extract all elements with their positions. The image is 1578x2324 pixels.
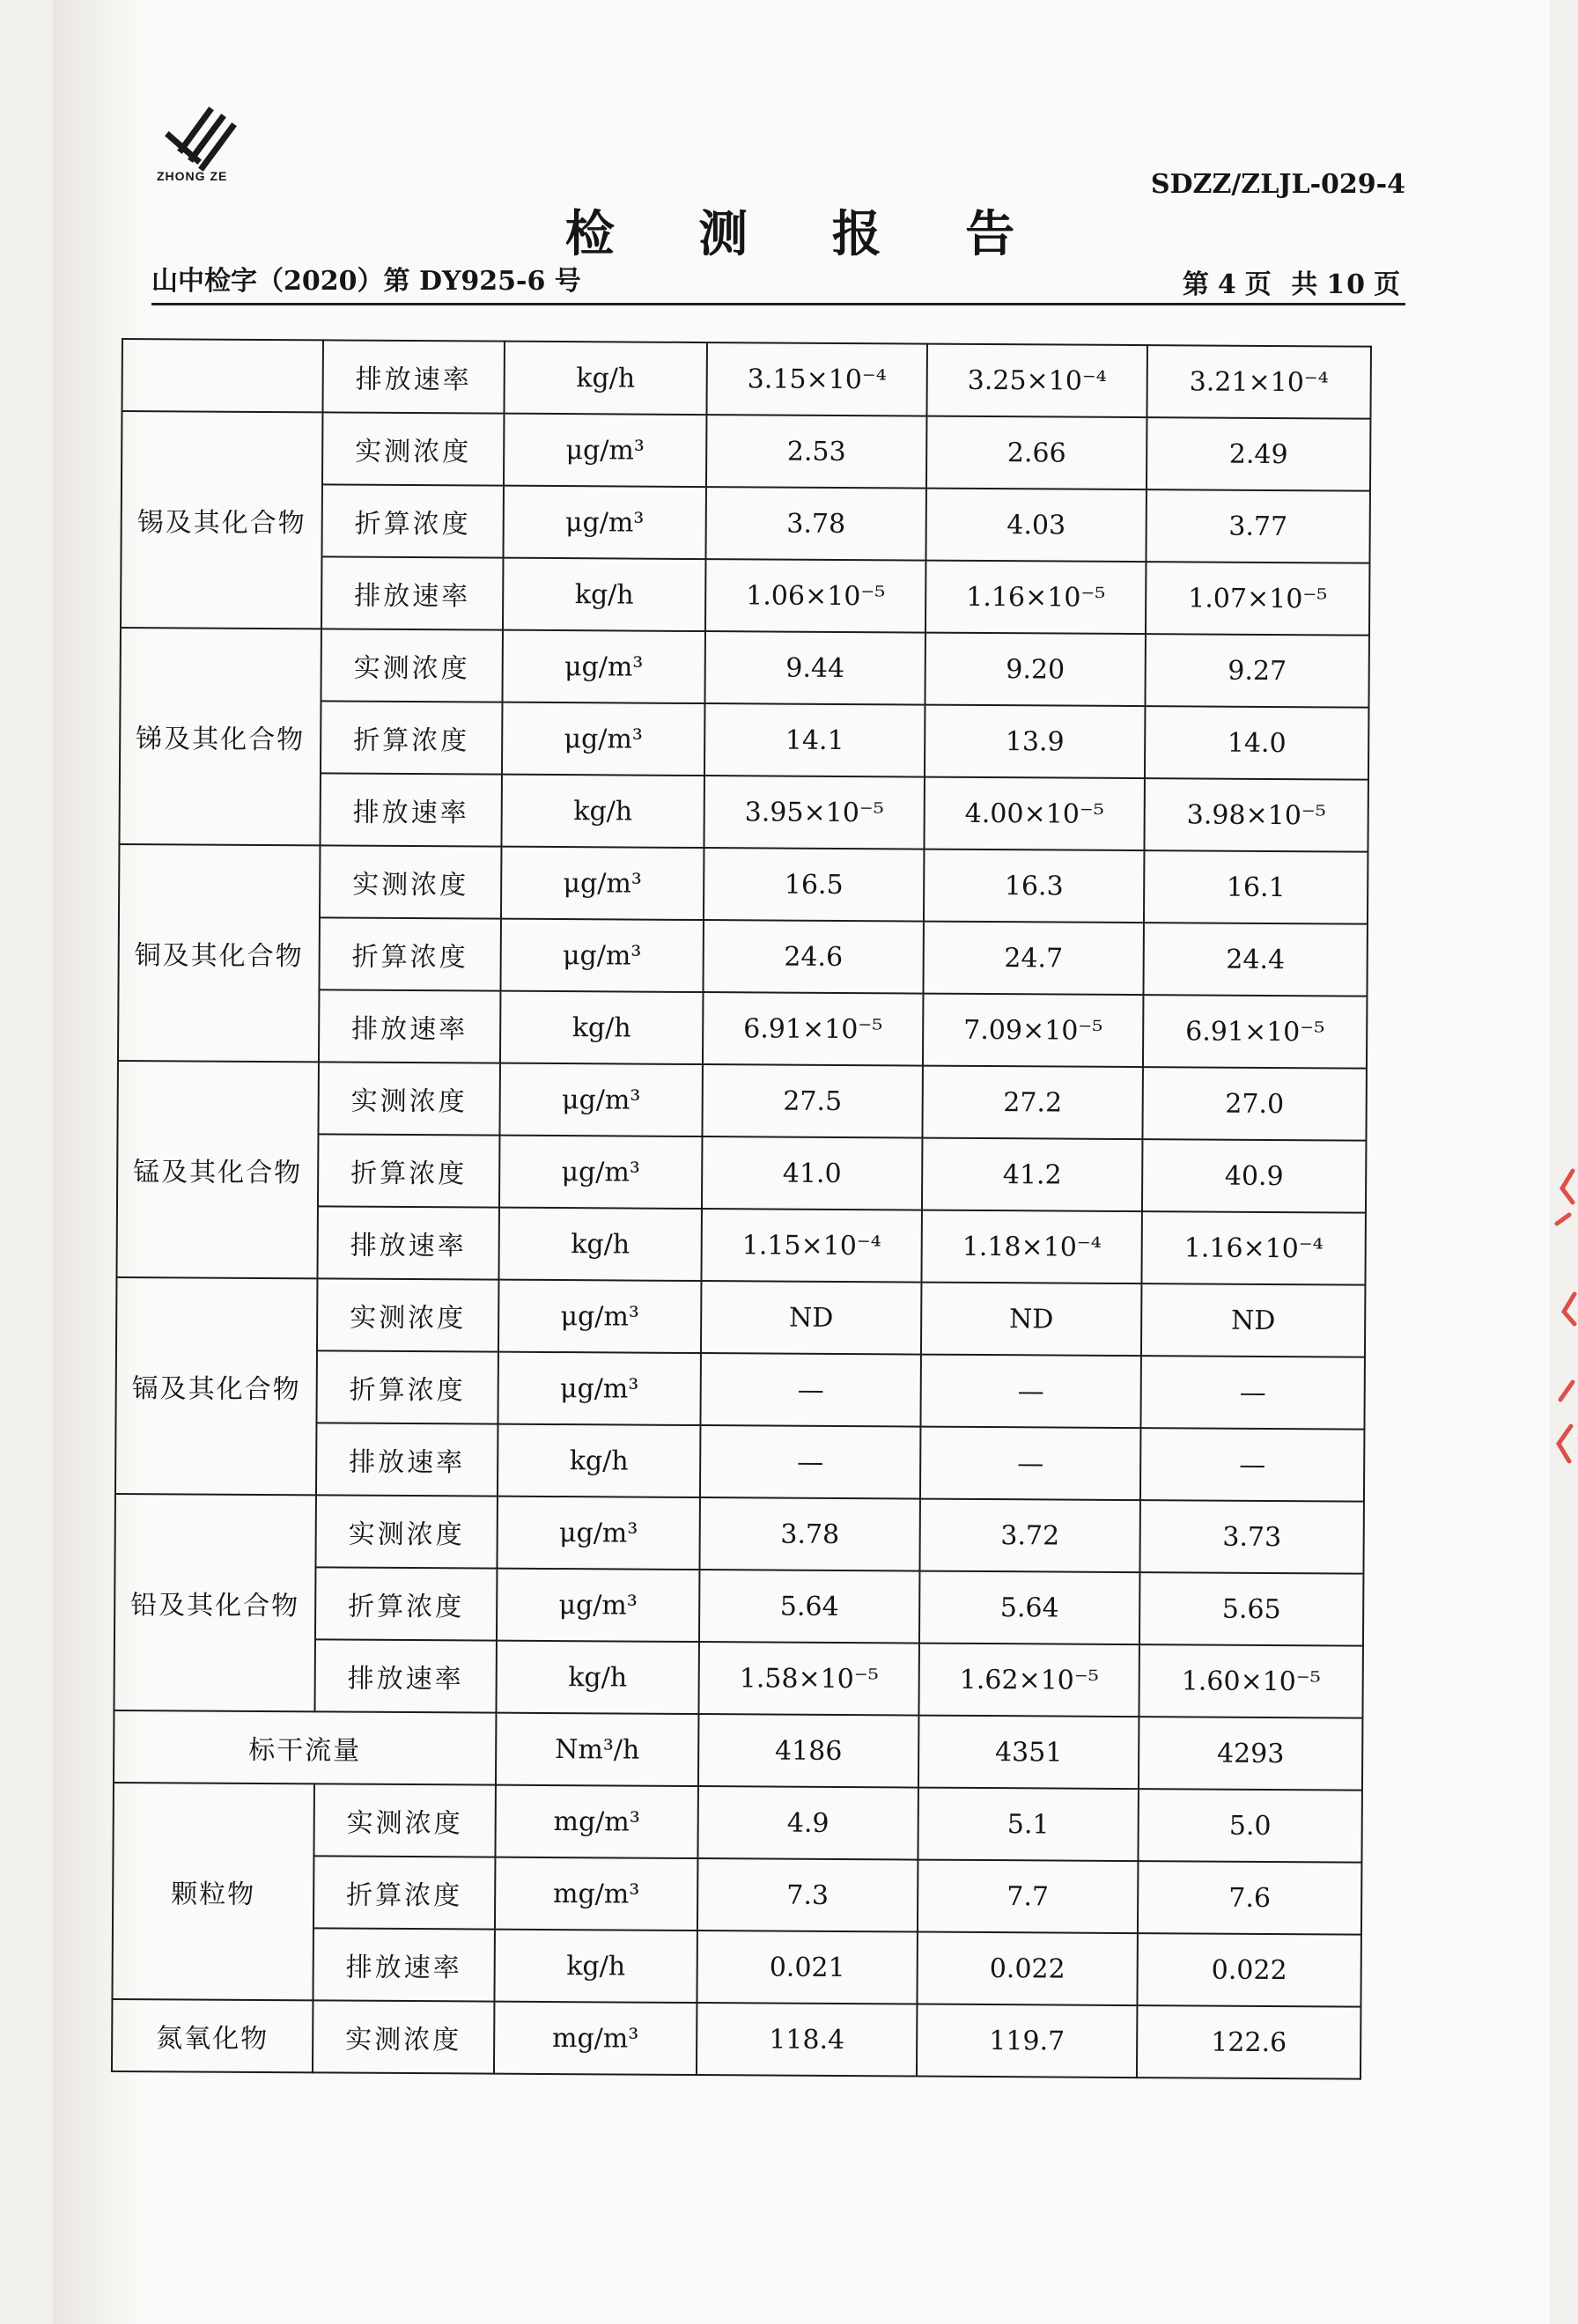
category-cell: 颗粒物	[112, 1783, 313, 2000]
value-cell: —	[920, 1355, 1140, 1429]
page-label: 第	[1182, 269, 1211, 300]
parameter-cell: 折算浓度	[321, 484, 503, 557]
value-cell: 5.64	[919, 1571, 1139, 1645]
parameter-cell: 排放速率	[319, 989, 500, 1063]
parameter-cell: 实测浓度	[313, 1783, 495, 1857]
unit-cell: kg/h	[496, 1641, 698, 1714]
value-cell: —	[700, 1425, 920, 1499]
value-cell: 4.00×10⁻⁵	[924, 777, 1144, 851]
page-number: 4	[1217, 269, 1238, 300]
value-cell: 24.4	[1143, 923, 1367, 997]
category-cell: 氮氧化物	[112, 1999, 313, 2072]
parameter-cell: 排放速率	[321, 556, 503, 629]
value-cell: 9.27	[1145, 634, 1368, 708]
report-subheader	[151, 255, 1405, 305]
value-cell: 1.16×10⁻⁴	[1141, 1211, 1365, 1285]
category-cell: 锑及其化合物	[119, 628, 321, 845]
parameter-cell: 折算浓度	[318, 1134, 499, 1207]
table-row	[122, 411, 1370, 491]
value-cell: 3.15×10⁻⁴	[706, 342, 926, 416]
value-cell: 3.25×10⁻⁴	[926, 344, 1147, 418]
table-row	[117, 1061, 1366, 1141]
table-row	[122, 339, 1370, 419]
unit-cell: mg/m³	[495, 1857, 697, 1931]
value-cell: 16.5	[704, 848, 924, 922]
unit-cell: kg/h	[494, 1930, 697, 2003]
value-cell: 3.95×10⁻⁵	[704, 776, 924, 849]
parameter-cell: 折算浓度	[315, 1567, 497, 1640]
value-cell: 122.6	[1137, 2005, 1360, 2079]
unit-cell: μg/m³	[500, 919, 703, 992]
value-cell: 7.09×10⁻⁵	[923, 994, 1143, 1068]
table-row	[114, 1494, 1363, 1574]
value-cell: 2.49	[1147, 417, 1370, 491]
value-cell: 7.3	[697, 1858, 918, 1932]
value-cell: ND	[921, 1283, 1141, 1357]
category-cell: 铜及其化合物	[118, 844, 320, 1062]
parameter-cell: 排放速率	[317, 1206, 498, 1279]
category-cell: 镉及其化合物	[115, 1277, 317, 1495]
value-cell: 27.2	[922, 1066, 1142, 1140]
value-cell: 2.53	[706, 415, 926, 489]
table-row	[116, 1277, 1365, 1357]
value-cell: —	[700, 1353, 920, 1427]
value-cell: 16.3	[924, 849, 1144, 923]
logo-text: ZHONG ZE	[157, 169, 228, 183]
value-cell: 5.64	[699, 1570, 919, 1644]
value-cell: 6.91×10⁻⁵	[703, 992, 923, 1066]
results-table	[111, 338, 1372, 2080]
parameter-cell: 实测浓度	[321, 629, 502, 702]
parameter-cell: 排放速率	[314, 1639, 496, 1712]
unit-cell: μg/m³	[502, 702, 704, 776]
parameter-cell: 实测浓度	[322, 412, 504, 485]
value-cell: 3.73	[1139, 1500, 1363, 1574]
value-cell: 4293	[1139, 1717, 1362, 1791]
value-cell: 0.022	[1137, 1933, 1360, 2007]
value-cell: 24.7	[923, 922, 1143, 996]
value-cell: 119.7	[917, 2004, 1137, 2078]
parameter-cell: 实测浓度	[317, 1278, 498, 1351]
value-cell: 7.7	[918, 1860, 1138, 1934]
value-cell: 5.1	[918, 1788, 1138, 1862]
value-cell: 3.78	[705, 487, 925, 561]
value-cell: 5.65	[1139, 1572, 1363, 1646]
unit-cell: mg/m³	[494, 2002, 697, 2075]
value-cell: 1.58×10⁻⁵	[698, 1642, 918, 1716]
report-number: 山中检字（2020）第 DY925-6 号	[151, 266, 581, 297]
parameter-cell: 排放速率	[316, 1423, 498, 1496]
parameter-cell: 排放速率	[322, 340, 504, 413]
table-row	[120, 628, 1368, 708]
value-cell: 7.6	[1138, 1861, 1361, 1935]
unit-cell: μg/m³	[504, 414, 706, 487]
document-code: SDZZ/ZLJL-029-4	[1150, 169, 1405, 200]
table-row	[114, 1710, 1362, 1791]
value-cell: 5.0	[1138, 1789, 1361, 1863]
value-cell: 1.06×10⁻⁵	[705, 559, 925, 633]
total-label: 共	[1291, 269, 1320, 300]
unit-cell: kg/h	[503, 558, 705, 631]
parameter-cell: 排放速率	[320, 773, 501, 846]
value-cell: 40.9	[1142, 1139, 1366, 1213]
value-cell: 9.20	[925, 633, 1145, 707]
table-row	[119, 844, 1368, 924]
unit-cell: kg/h	[500, 991, 703, 1064]
value-cell: 3.78	[699, 1497, 919, 1571]
value-cell: —	[920, 1427, 1140, 1501]
value-cell: ND	[701, 1281, 921, 1355]
value-cell: 3.98×10⁻⁵	[1144, 778, 1368, 852]
category-cell	[122, 339, 322, 412]
report-title: 检 测 报 告	[564, 205, 1049, 263]
value-cell: 4.03	[925, 489, 1146, 563]
unit-cell: μg/m³	[498, 1280, 701, 1353]
value-cell: 27.0	[1142, 1067, 1366, 1141]
value-cell: 2.66	[926, 416, 1147, 490]
parameter-cell: 实测浓度	[320, 845, 501, 918]
red-seal-stamp-icon	[1543, 1162, 1578, 1479]
value-cell: 6.91×10⁻⁵	[1143, 995, 1367, 1069]
value-cell: 4.9	[697, 1786, 918, 1860]
value-cell: 9.44	[704, 631, 925, 705]
value-cell: 118.4	[697, 2003, 917, 2077]
unit-cell: μg/m³	[498, 1352, 700, 1425]
unit-cell: μg/m³	[499, 1136, 702, 1209]
total-pages: 10	[1326, 269, 1367, 300]
value-cell: 14.0	[1145, 706, 1368, 780]
value-cell: —	[1140, 1356, 1364, 1430]
parameter-cell: 折算浓度	[321, 701, 502, 774]
parameter-cell: 实测浓度	[318, 1062, 499, 1135]
parameter-cell: 排放速率	[313, 1928, 494, 2001]
unit-cell: μg/m³	[501, 847, 704, 920]
unit-cell: kg/h	[498, 1424, 700, 1497]
value-cell: 4351	[918, 1716, 1139, 1790]
total-suffix: 页	[1374, 269, 1402, 300]
parameter-cell: 实测浓度	[313, 2000, 494, 2073]
value-cell: 0.021	[697, 1931, 917, 2004]
value-cell: 14.1	[704, 703, 925, 777]
unit-cell: kg/h	[501, 775, 704, 848]
value-cell: 3.72	[919, 1499, 1139, 1573]
unit-cell: mg/m³	[495, 1785, 697, 1858]
category-cell: 锰及其化合物	[116, 1061, 318, 1278]
parameter-cell: 折算浓度	[319, 917, 500, 990]
value-cell: 4186	[698, 1714, 918, 1788]
value-cell: ND	[1141, 1283, 1365, 1357]
unit-cell: μg/m³	[499, 1063, 702, 1136]
value-cell: —	[1140, 1428, 1364, 1502]
table-row	[113, 1783, 1361, 1863]
parameter-cell: 实测浓度	[315, 1495, 497, 1568]
unit-cell: kg/h	[498, 1208, 701, 1281]
value-cell: 13.9	[925, 705, 1145, 779]
value-cell: 27.5	[702, 1064, 922, 1138]
page-suffix: 页	[1244, 269, 1273, 300]
unit-cell: Nm³/h	[496, 1713, 698, 1786]
category-cell: 标干流量	[114, 1710, 496, 1785]
unit-cell: μg/m³	[497, 1497, 699, 1570]
value-cell: 16.1	[1144, 850, 1368, 924]
value-cell: 1.15×10⁻⁴	[701, 1209, 921, 1283]
category-cell: 锡及其化合物	[121, 411, 322, 629]
value-cell: 0.022	[917, 1932, 1137, 2006]
value-cell: 3.77	[1146, 489, 1369, 563]
value-cell: 41.2	[922, 1138, 1142, 1212]
value-cell: 24.6	[703, 920, 923, 994]
category-cell: 铅及其化合物	[114, 1494, 315, 1711]
parameter-cell: 折算浓度	[316, 1350, 498, 1423]
table-row	[112, 1999, 1360, 2079]
unit-cell: kg/h	[504, 342, 706, 415]
page-indicator	[1179, 262, 1405, 301]
value-cell: 41.0	[702, 1136, 922, 1210]
unit-cell: μg/m³	[502, 630, 704, 703]
value-cell: 1.18×10⁻⁴	[921, 1210, 1141, 1284]
parameter-cell: 折算浓度	[313, 1856, 495, 1929]
value-cell: 1.62×10⁻⁵	[918, 1644, 1139, 1717]
value-cell: 1.16×10⁻⁵	[925, 561, 1146, 635]
value-cell: 1.60×10⁻⁵	[1139, 1644, 1362, 1718]
value-cell: 1.07×10⁻⁵	[1146, 562, 1369, 636]
unit-cell: μg/m³	[503, 486, 705, 559]
value-cell: 3.21×10⁻⁴	[1147, 345, 1370, 419]
unit-cell: μg/m³	[497, 1569, 699, 1642]
